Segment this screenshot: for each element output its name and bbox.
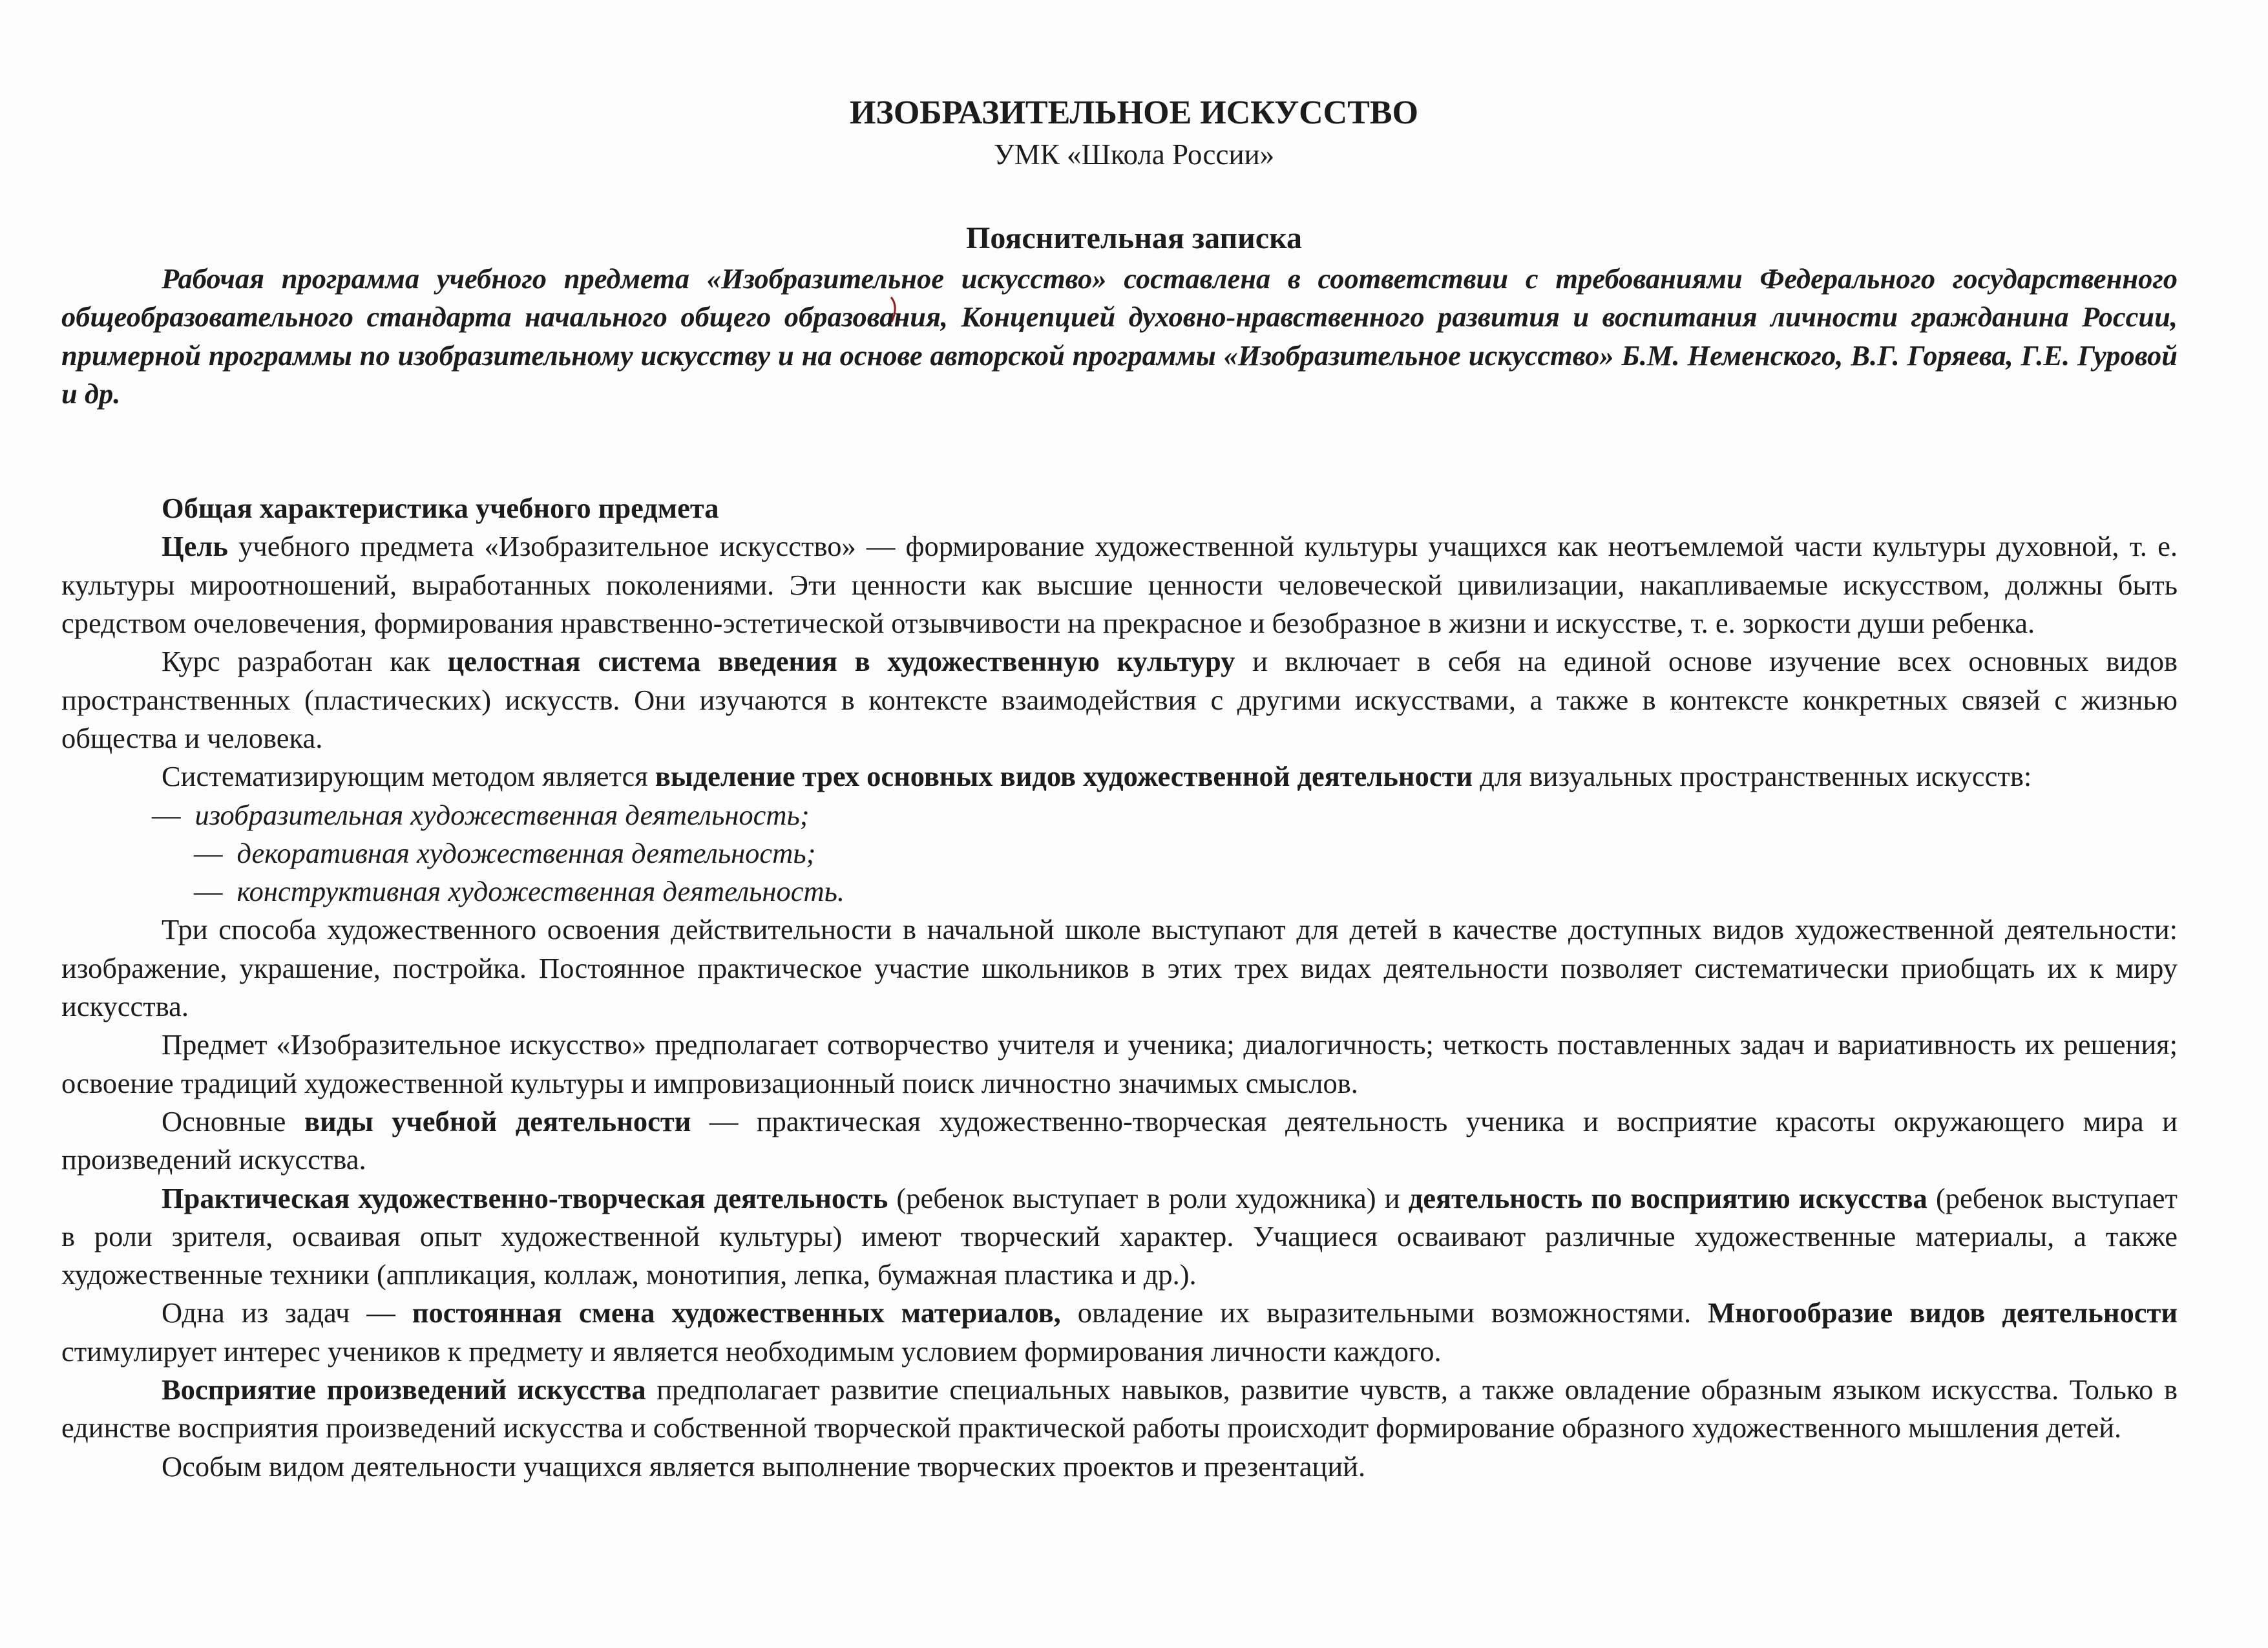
list-item-text: конструктивная художественная деятельность. — [236, 875, 845, 908]
list-item — [61, 872, 2178, 911]
paragraph-course — [61, 642, 2178, 757]
intro-paragraph: Рабочая программа учебного предмета «Изобразительное искусство» составлена в соответствии с требованиями Федерального государственного общеобразовательного стандарта начального общего образования, Концепцией духовно-нравственного развития и воспитания личности гражданина России, примерной программы по изобразительному искусству и на основе авторской программы «Изобразительное искусство» Б.М. Неменского, В.Г. Горяева, Г.Е. Гуровой и др. — [61, 262, 2178, 410]
bold-term: целостная система введения в художественную культуру — [447, 645, 1235, 678]
list-item-text: изобразительная художественная деятельность; — [194, 798, 810, 831]
paragraph-text: Систематизирующим методом является — [162, 760, 655, 793]
document-title: ИЗОБРАЗИТЕЛЬНОЕ ИСКУССТВО — [849, 94, 1419, 131]
paragraph-activities — [61, 1103, 2178, 1179]
paragraph-text: — практическая художественно-творческая деятельность ученика и восприятие красоты окружающего мира и произведений искусства. — [61, 1104, 2178, 1176]
dash-marker: — — [194, 875, 223, 908]
paragraph-text: Курс разработан как — [162, 645, 448, 678]
document-body — [61, 260, 2178, 1486]
bold-term: Восприятие произведений искусства — [162, 1373, 646, 1406]
dash-marker: — — [194, 836, 223, 869]
paragraph-tasks — [61, 1294, 2178, 1371]
list-item-text: декоративная художественная деятельность; — [236, 836, 816, 869]
paragraph-text: Одна из задач — — [162, 1296, 412, 1329]
paragraph-text: и включает в себя на единой основе изучение всех основных видов пространственных (пластических) искусств. Они изучаются в контексте взаимодействия с другими искусствами, а также в контексте конкретных связей с жизнью общества и человека. — [61, 645, 2178, 754]
dash-marker: — — [152, 798, 181, 831]
paragraph-text: для визуальных пространственных искусств: — [1473, 760, 2032, 793]
paragraph-text: предполагает развитие специальных навыков, развитие чувств, а также овладение образным языком искусства. Только в единстве восприятия произведений искусства и собственной творческой практической работы происходит формирование образного художественного мышления детей. — [61, 1373, 2178, 1444]
section-heading: Пояснительная записка — [965, 221, 1303, 255]
paragraph-text: овладение их выразительными возможностями. — [1060, 1296, 1708, 1329]
bold-term: деятельность по восприятию искусства — [1408, 1181, 1927, 1214]
paragraph-gap — [61, 413, 2178, 489]
list-item — [61, 834, 2178, 872]
bold-term: выделение трех основных видов художественной деятельности — [655, 760, 1473, 793]
paragraph-methods: Три способа художественного освоения действительности в начальной школе выступают для детей в качестве доступных видов художественной деятельности: изображение, украшение, постройка. Постоянное практическое участие школьников в этих трех видах деятельности позволяет систематически приобщать их к миру искусства. — [61, 913, 2178, 1023]
paragraph-subject: Предмет «Изобразительное искусство» предполагает сотворчество учителя и ученика; диалогичность; четкость поставленных задач и вариативность их решения; освоение традиций художественной культуры и импровизационный поиск личностно значимых смыслов. — [61, 1028, 2178, 1099]
paragraph-perception — [61, 1371, 2178, 1448]
activity-list — [61, 796, 2178, 911]
bold-term: Цель — [162, 530, 228, 563]
paragraph-projects: Особым видом деятельности учащихся является выполнение творческих проектов и презентаций. — [162, 1450, 1366, 1483]
paragraph-method — [61, 757, 2178, 796]
bold-term: виды учебной деятельности — [304, 1104, 691, 1137]
paragraph-practice — [61, 1179, 2178, 1294]
paragraph-text: Основные — [162, 1104, 304, 1137]
paragraph-text: (ребенок выступает в роли зрителя, осваивая опыт художественной культуры) имеют творческий характер. Учащиеся осваивают различные художественные материалы, а также художественные техники (аппликация, коллаж, монотипия, лепка, бумажная пластика и др.). — [61, 1181, 2178, 1291]
bold-term: постоянная смена художественных материалов, — [412, 1296, 1061, 1329]
subsection-title: Общая характеристика учебного предмета — [162, 492, 719, 525]
paragraph-text: (ребенок выступает в роли художника) и — [888, 1181, 1409, 1214]
paragraph-text: учебного предмета «Изобразительное искусство» — формирование художественной культуры учащихся как неотъемлемой части культуры духовной, т. е. культуры мироотношений, выработанных поколениями. Эти ценности как высшие ценности человеческой цивилизации, накапливаемые искусством, должны быть средством очеловечения, формирования нравственно-эстетической отзывчивости на прекрасное и безобразное в жизни и искусстве, т. е. зоркости души ребенка. — [61, 530, 2178, 640]
document-subtitle: УМК «Школа России» — [993, 138, 1275, 171]
list-item — [61, 796, 2178, 834]
paragraph-goal — [61, 527, 2178, 642]
bold-term: Практическая художественно-творческая деятельность — [162, 1181, 888, 1214]
bold-term: Многообразие видов деятельности — [1708, 1296, 2178, 1329]
paragraph-text: стимулирует интерес учеников к предмету и является необходимым условием формирования личности каждого. — [61, 1335, 1442, 1368]
